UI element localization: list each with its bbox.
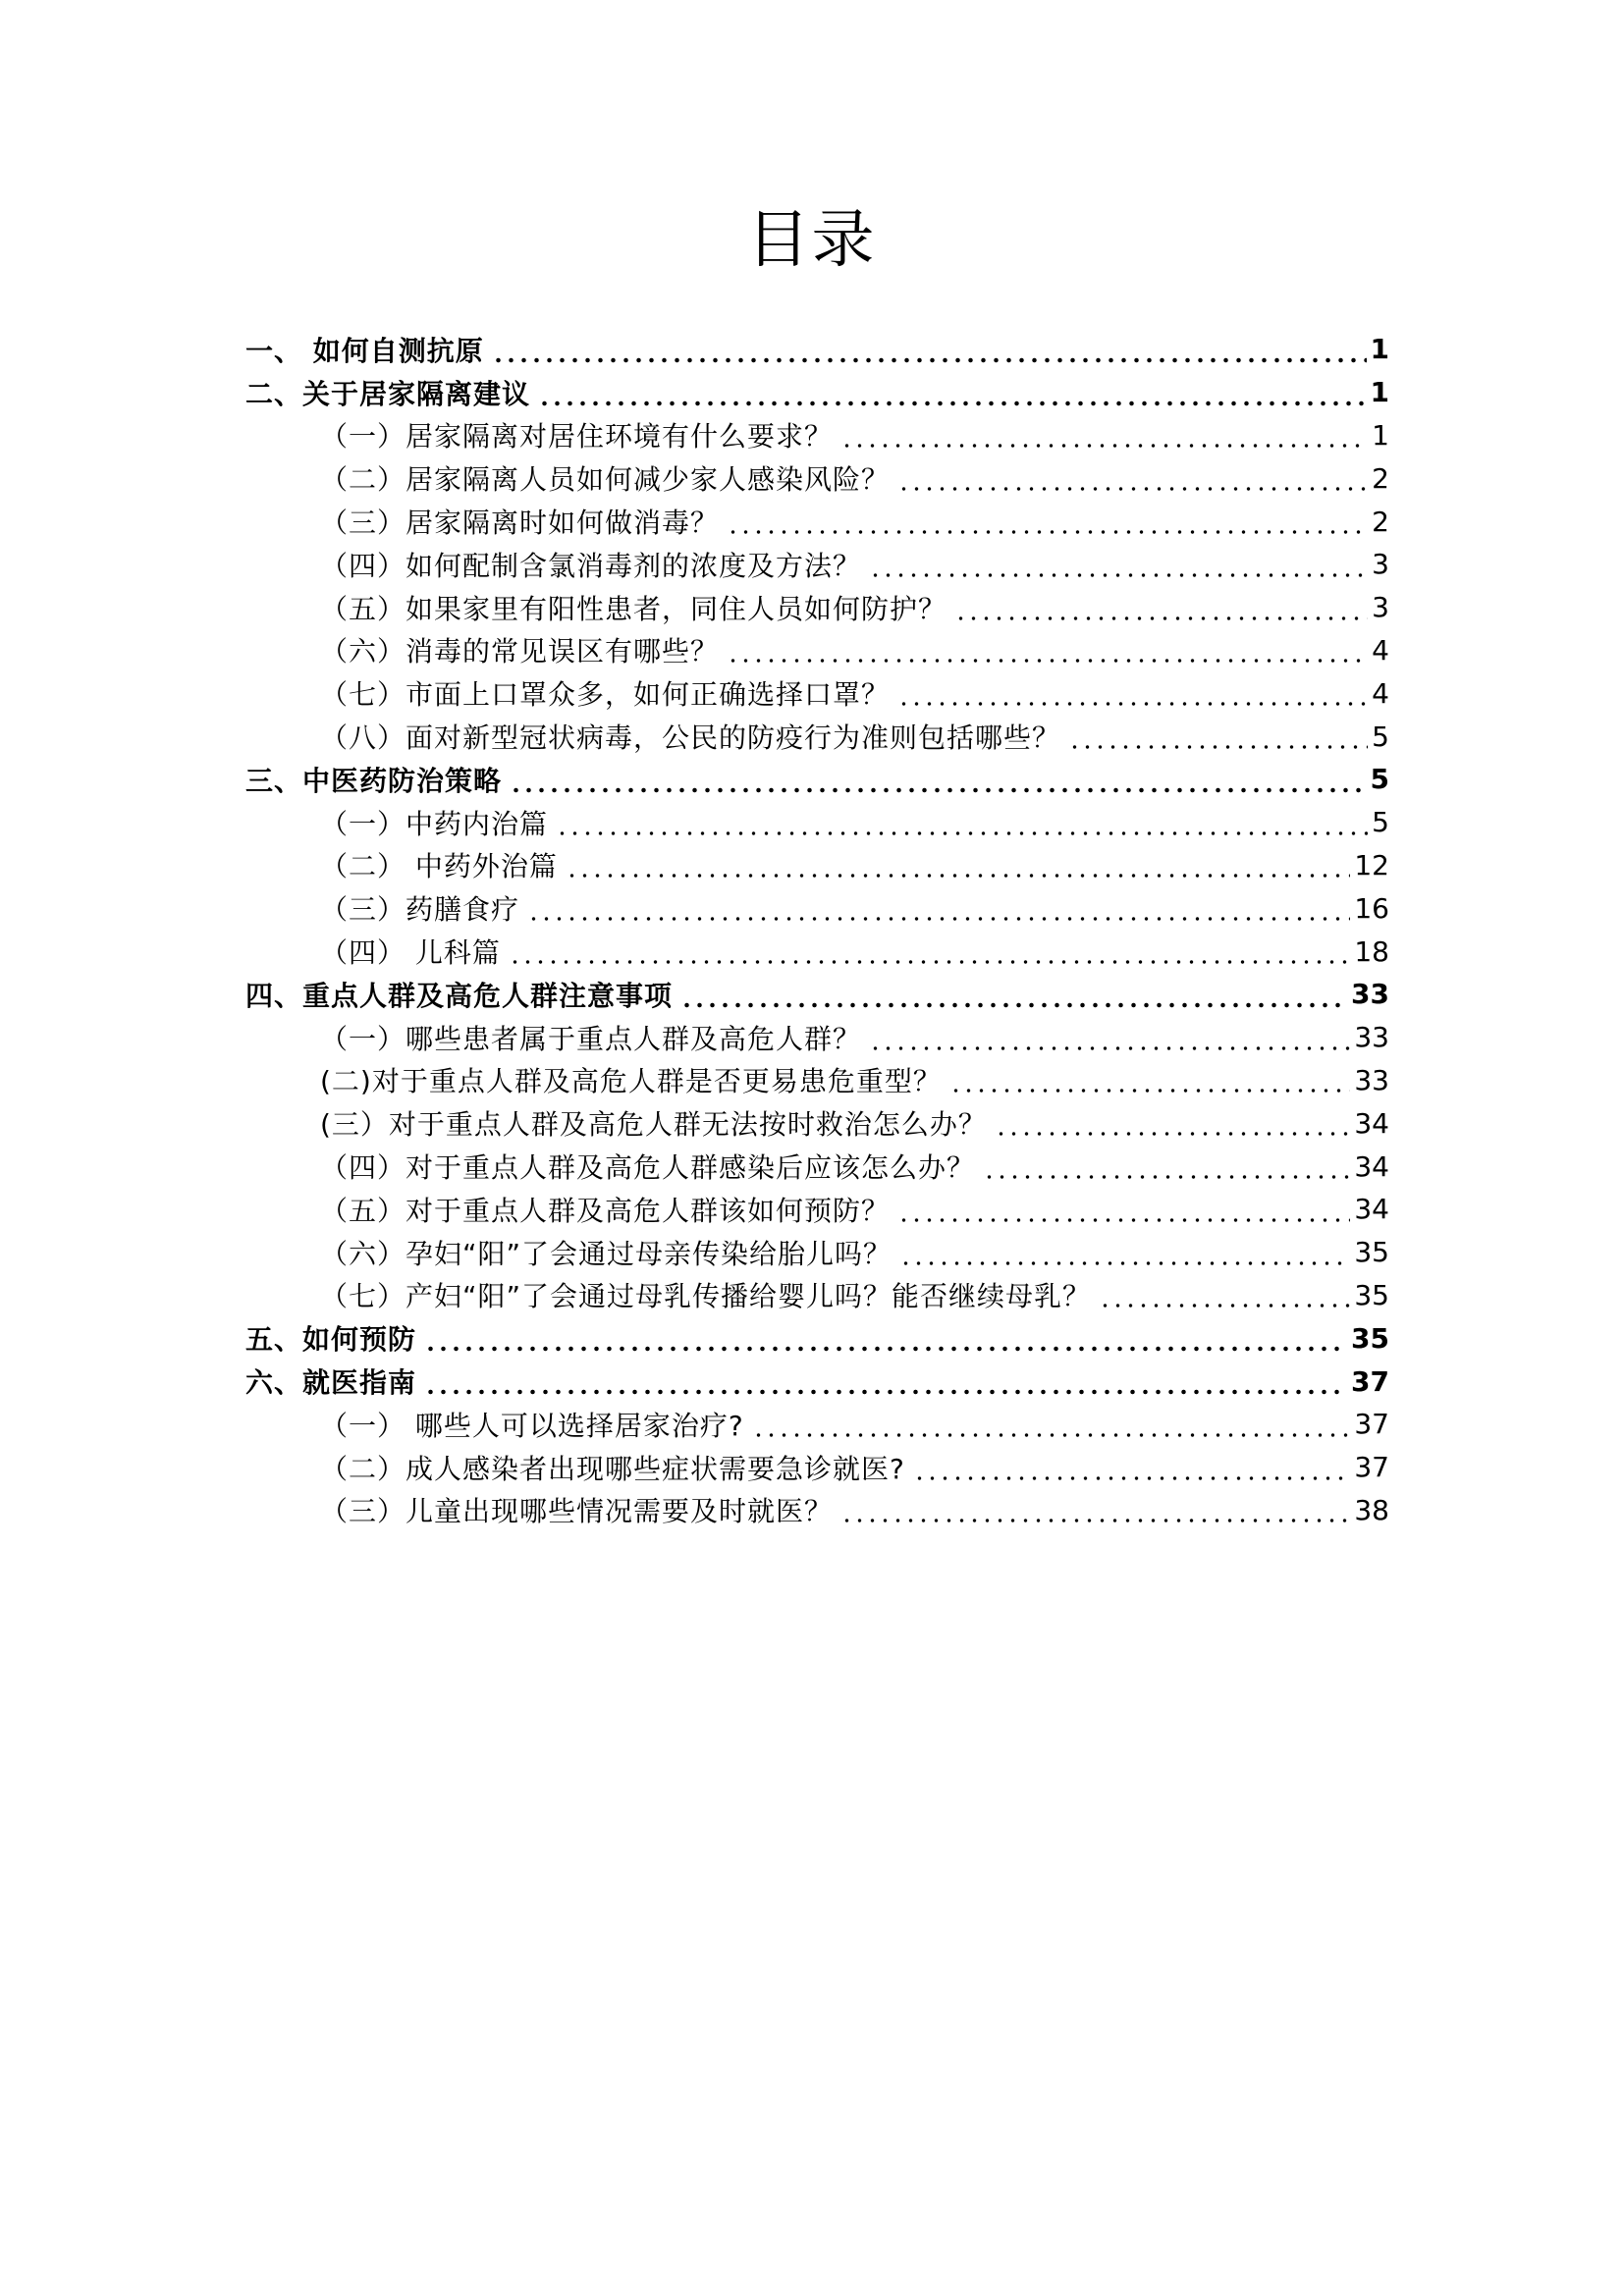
toc-section-entry[interactable] bbox=[245, 371, 1389, 414]
toc-entry-label: （六）孕妇“阳”了会通过母亲传染给胎儿吗？ bbox=[320, 1233, 895, 1272]
toc-subsection-entry[interactable] bbox=[245, 456, 1389, 500]
dot-leader bbox=[840, 1496, 1350, 1523]
dot-leader bbox=[899, 1239, 1350, 1266]
toc-section-entry[interactable] bbox=[245, 1316, 1389, 1360]
toc-subsection-entry[interactable] bbox=[245, 715, 1389, 758]
toc-subsection-entry[interactable] bbox=[245, 1489, 1389, 1532]
dot-leader bbox=[727, 507, 1368, 535]
dot-leader bbox=[840, 421, 1368, 449]
toc-entry-label: 三、中医药防治策略 bbox=[245, 760, 506, 799]
toc-page-number: 4 bbox=[1372, 633, 1389, 667]
dot-leader bbox=[949, 1066, 1351, 1094]
toc-page-number: 5 bbox=[1372, 720, 1389, 753]
toc-page-number: 33 bbox=[1354, 1021, 1389, 1054]
toc-page-number: 18 bbox=[1354, 934, 1389, 968]
toc-page-number: 35 bbox=[1351, 1321, 1389, 1355]
toc-section-entry[interactable] bbox=[245, 1360, 1389, 1403]
toc-entry-label: （二） 中药外治篇 bbox=[320, 845, 562, 884]
toc-subsection-entry[interactable] bbox=[245, 801, 1389, 844]
dot-leader bbox=[752, 1411, 1351, 1438]
toc-subsection-entry[interactable] bbox=[245, 671, 1389, 715]
toc-subsection-entry[interactable] bbox=[245, 586, 1389, 629]
toc-entry-label: （三）居家隔离时如何做消毒？ bbox=[320, 502, 723, 541]
toc-page-number: 16 bbox=[1354, 891, 1389, 925]
dot-leader bbox=[527, 894, 1350, 922]
dot-leader bbox=[1068, 722, 1368, 750]
toc-entry-label: （四）对于重点人群及高危人群感染后应该怎么办？ bbox=[320, 1147, 979, 1186]
toc-page-number: 1 bbox=[1370, 333, 1389, 366]
dot-leader bbox=[424, 1324, 1347, 1352]
dot-leader bbox=[727, 636, 1368, 664]
table-of-contents bbox=[245, 328, 1389, 1531]
toc-entry-label: （一）中药内治篇 bbox=[320, 803, 552, 842]
dot-leader bbox=[566, 851, 1350, 879]
dot-leader bbox=[897, 679, 1368, 707]
toc-entry-label: （二）成人感染者出现哪些症状需要急诊就医? bbox=[320, 1448, 909, 1487]
toc-subsection-entry[interactable] bbox=[245, 1188, 1389, 1231]
dot-leader bbox=[954, 594, 1368, 621]
toc-section-entry[interactable] bbox=[245, 758, 1389, 801]
toc-subsection-entry[interactable] bbox=[245, 500, 1389, 543]
toc-entry-label: 六、就医指南 bbox=[245, 1362, 420, 1401]
toc-page-number: 33 bbox=[1351, 978, 1389, 1011]
toc-page-number: 3 bbox=[1372, 591, 1389, 624]
toc-entry-label: （三）药膳食疗 bbox=[320, 888, 523, 928]
toc-entry-label: 五、如何预防 bbox=[245, 1318, 420, 1358]
toc-entry-label: (三）对于重点人群及高危人群无法按时救治怎么办？ bbox=[320, 1103, 991, 1143]
toc-subsection-entry[interactable] bbox=[245, 543, 1389, 586]
toc-page-number: 12 bbox=[1354, 848, 1389, 881]
toc-entry-label: （五）如果家里有阳性患者，同住人员如何防护？ bbox=[320, 588, 950, 627]
toc-entry-label: （一）哪些患者属于重点人群及高危人群？ bbox=[320, 1018, 865, 1057]
toc-entry-label: （二）居家隔离人员如何减少家人感染风险？ bbox=[320, 458, 893, 498]
toc-page-number: 5 bbox=[1372, 806, 1389, 839]
toc-subsection-entry[interactable] bbox=[245, 629, 1389, 672]
toc-page-number: 3 bbox=[1372, 548, 1389, 581]
toc-subsection-entry[interactable] bbox=[245, 1446, 1389, 1489]
toc-page-number: 2 bbox=[1372, 505, 1389, 538]
toc-section-entry[interactable] bbox=[245, 973, 1389, 1016]
dot-leader bbox=[897, 464, 1368, 492]
toc-subsection-entry[interactable] bbox=[245, 1016, 1389, 1059]
toc-entry-label: （八）面对新型冠状病毒，公民的防疫行为准则包括哪些？ bbox=[320, 717, 1064, 756]
page-title: 目录 bbox=[746, 204, 877, 277]
toc-subsection-entry[interactable] bbox=[245, 886, 1389, 930]
toc-subsection-entry[interactable] bbox=[245, 414, 1389, 457]
toc-page-number: 35 bbox=[1354, 1278, 1389, 1311]
dot-leader bbox=[913, 1454, 1350, 1481]
dot-leader bbox=[492, 336, 1367, 363]
toc-entry-label: 一、 如何自测抗原 bbox=[245, 330, 488, 369]
toc-entry-label: （四） 儿科篇 bbox=[320, 932, 505, 971]
toc-page-number: 2 bbox=[1372, 461, 1389, 495]
toc-page-number: 1 bbox=[1370, 376, 1389, 409]
toc-subsection-entry[interactable] bbox=[245, 844, 1389, 887]
toc-page-number: 34 bbox=[1354, 1193, 1389, 1226]
dot-leader bbox=[869, 1024, 1350, 1051]
dot-leader bbox=[995, 1109, 1350, 1137]
toc-entry-label: （六）消毒的常见误区有哪些？ bbox=[320, 630, 723, 669]
toc-section-entry[interactable] bbox=[245, 328, 1389, 371]
dot-leader bbox=[897, 1196, 1350, 1223]
toc-entry-label: （五）对于重点人群及高危人群该如何预防？ bbox=[320, 1190, 893, 1229]
dot-leader bbox=[424, 1367, 1347, 1395]
toc-subsection-entry[interactable] bbox=[245, 1145, 1389, 1188]
toc-subsection-entry[interactable] bbox=[245, 1231, 1389, 1274]
dot-leader bbox=[869, 551, 1368, 578]
toc-subsection-entry[interactable] bbox=[245, 1274, 1389, 1317]
toc-subsection-entry[interactable] bbox=[245, 1101, 1389, 1145]
dot-leader bbox=[1099, 1281, 1350, 1308]
toc-page-number: 34 bbox=[1354, 1149, 1389, 1183]
toc-entry-label: 二、关于居家隔离建议 bbox=[245, 373, 534, 412]
toc-page-number: 37 bbox=[1351, 1364, 1389, 1398]
toc-page-number: 37 bbox=[1354, 1451, 1389, 1484]
dot-leader bbox=[509, 937, 1350, 965]
toc-page-number: 35 bbox=[1354, 1236, 1389, 1269]
toc-subsection-entry[interactable] bbox=[245, 1403, 1389, 1446]
dot-leader bbox=[556, 809, 1368, 836]
toc-page-number: 38 bbox=[1354, 1493, 1389, 1526]
toc-subsection-entry[interactable] bbox=[245, 930, 1389, 973]
toc-page-number: 37 bbox=[1354, 1408, 1389, 1441]
toc-entry-label: （一）居家隔离对居住环境有什么要求？ bbox=[320, 415, 837, 454]
toc-entry-label: （四）如何配制含氯消毒剂的浓度及方法？ bbox=[320, 545, 865, 584]
toc-entry-label: （七）产妇“阳”了会通过母乳传播给婴儿吗？能否继续母乳？ bbox=[320, 1275, 1095, 1314]
dot-leader bbox=[983, 1152, 1350, 1180]
dot-leader bbox=[510, 766, 1367, 793]
toc-entry-label: 四、重点人群及高危人群注意事项 bbox=[245, 975, 676, 1014]
toc-entry-label: （三）儿童出现哪些情况需要及时就医？ bbox=[320, 1490, 837, 1529]
toc-page-number: 34 bbox=[1354, 1106, 1389, 1140]
toc-page-number: 33 bbox=[1354, 1063, 1389, 1096]
toc-entry-label: （一） 哪些人可以选择居家治疗? bbox=[320, 1405, 748, 1444]
toc-page-number: 4 bbox=[1372, 676, 1389, 710]
toc-page-number: 1 bbox=[1372, 418, 1389, 452]
dot-leader bbox=[538, 379, 1367, 406]
toc-page-number: 5 bbox=[1370, 763, 1389, 796]
dot-leader bbox=[680, 981, 1347, 1008]
toc-entry-label: (二)对于重点人群及高危人群是否更易患危重型？ bbox=[320, 1060, 946, 1099]
toc-entry-label: （七）市面上口罩众多，如何正确选择口罩？ bbox=[320, 673, 893, 713]
toc-subsection-entry[interactable] bbox=[245, 1059, 1389, 1102]
